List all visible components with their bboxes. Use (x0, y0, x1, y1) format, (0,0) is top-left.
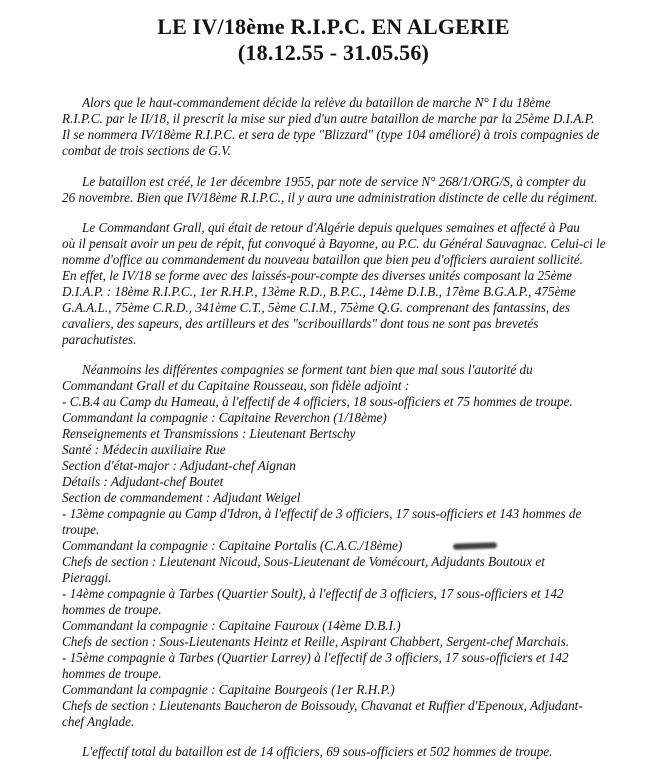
text-line: - C.B.4 au Camp du Hameau, à l'effectif de 4 officiers, 18 sous-officiers et 75 hommes de troupe. (62, 394, 573, 409)
text-line: parachutistes. (62, 332, 137, 347)
text-line: combat de trois sections de G.V. (62, 143, 231, 158)
text-line: Commandant la compagnie : Capitaine Bourgeois (1er R.H.P.) (62, 682, 395, 697)
text-line: Section d'état-major : Adjudant-chef Aignan (62, 458, 296, 473)
text-line: R.I.P.C. par le II/18, il prescrit la mise sur pied d'un autre bataillon de marche par la 25ème D.I.A.P. (62, 111, 595, 126)
page-subtitle: (18.12.55 - 31.05.56) (237, 40, 430, 65)
text-line: Le bataillon est créé, le 1er décembre 1955, par note de service N° 268/1/ORG/S, à compter du (82, 174, 586, 189)
text-line: Commandant la compagnie : Capitaine Fauroux (14ème D.B.I.) (62, 618, 401, 633)
text-line: cavaliers, des sapeurs, des artilleurs et des "scribouillards" dont tous ne sont pas brevetés (62, 316, 539, 331)
text-line: - 14ème compagnie à Tarbes (Quartier Soult), à l'effectif de 3 officiers, 17 sous-officiers et 142 (62, 586, 564, 601)
text-line: Commandant la compagnie : Capitaine Reverchon (1/18ème) (62, 410, 387, 425)
text-line: - 13ème compagnie au Camp d'Idron, à l'effectif de 3 officiers, 17 sous-officiers et 143 hommes de (62, 506, 582, 521)
text-line: hommes de troupe. (62, 602, 162, 617)
text-line: L'effectif total du bataillon est de 14 officiers, 69 sous-officiers et 502 hommes de troupe. (82, 744, 553, 759)
text-line: Section de commandement : Adjudant Weigel (62, 490, 301, 505)
text-line: où il pensait avoir un peu de répit, fut convoqué à Bayonne, au P.C. du Général Sauvagnac. Celui-ci le (62, 236, 606, 251)
page-title: LE IV/18ème R.I.P.C. EN ALGERIE (157, 14, 510, 39)
text-line: Il se nommera IV/18ème R.I.P.C. et sera de type "Blizzard" (type 104 amélioré) à trois compagnies de (62, 127, 600, 142)
text-line: Chefs de section : Sous-Lieutenants Heintz et Reille, Aspirant Chabbert, Sergent-chef Marchais. (62, 634, 570, 649)
text-line: Commandant la compagnie : Capitaine Portalis (C.A.C./18ème) (62, 538, 403, 553)
text-line: 26 novembre. Bien que IV/18ème R.I.P.C., il y aura une administration distincte de celle du régiment. (62, 190, 598, 205)
text-line: hommes de troupe. (62, 666, 162, 681)
text-line: Chefs de section : Lieutenants Baucheron de Boissoudy, Chavanat et Ruffier d'Epenoux, Adjudant- (62, 698, 583, 713)
text-line: En effet, le IV/18 se forme avec des laissés-pour-compte des diverses unités composant la 25ème (62, 268, 572, 283)
text-line: Renseignements et Transmissions : Lieutenant Bertschy (62, 426, 356, 441)
text-line: - 15ème compagnie à Tarbes (Quartier Larrey) à l'effectif de 3 officiers, 17 sous-officiers et 142 (62, 650, 569, 665)
text-line: chef Anglade. (62, 714, 135, 729)
text-line: Pieraggi. (62, 570, 112, 585)
text-line: Santé : Médecin auxiliaire Rue (62, 442, 226, 457)
text-line: Néanmoins les différentes compagnies se forment tant bien que mal sous l'autorité du (82, 362, 533, 377)
text-line: Détails : Adjudant-chef Boutet (62, 474, 224, 489)
text-line: nomme d'office au commandement du nouveau bataillon que bien peu d'officiers auraient sollicité. (62, 252, 583, 267)
text-line: Chefs de section : Lieutenant Nicoud, Sous-Lieutenant de Vomécourt, Adjudants Boutoux et (62, 554, 545, 569)
text-line: troupe. (62, 522, 100, 537)
text-line: Commandant Grall et du Capitaine Rousseau, son fidèle adjoint : (62, 378, 410, 393)
text-line: G.A.A.L., 75ème C.R.D., 341ème C.T., 5ème C.I.M., 75ème Q.G. comprenant des fantassins, des (62, 300, 571, 315)
text-line: D.I.A.P. : 18ème R.I.P.C., 1er R.H.P., 13ème R.D., B.P.C., 14ème D.I.B., 17ème B.G.A.P., 475ème (62, 284, 576, 299)
text-line: Alors que le haut-commandement décide la relève du bataillon de marche N° I du 18ème (82, 95, 551, 110)
text-line: Le Commandant Grall, qui était de retour d'Algérie depuis quelques semaines et affecté à Pau (82, 220, 580, 235)
